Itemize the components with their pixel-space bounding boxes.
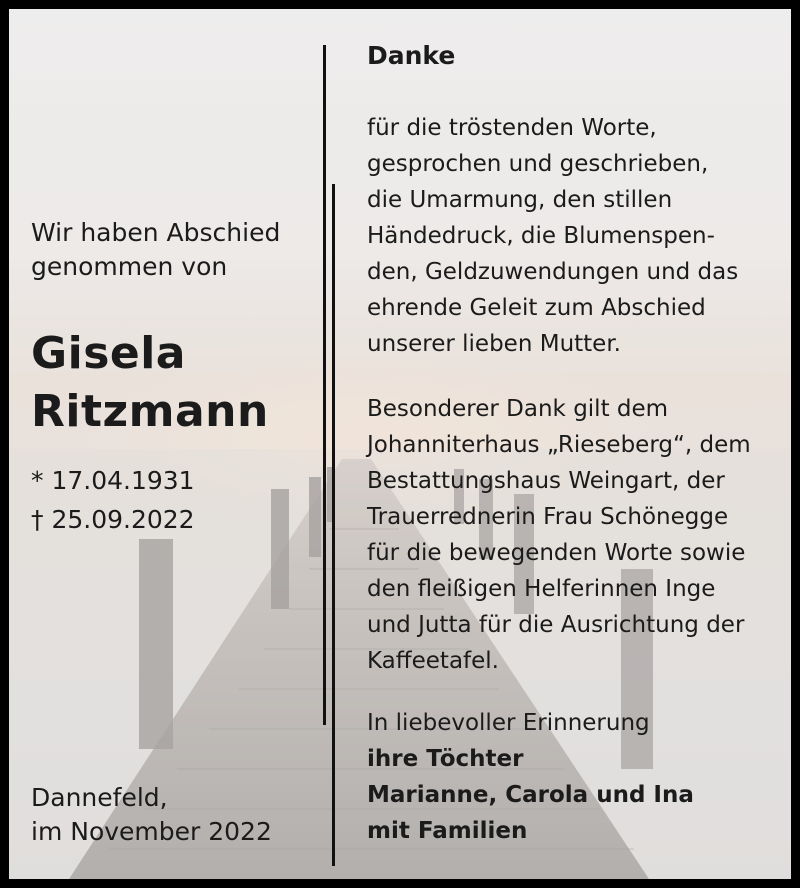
para2-line: den fleißigen Helferinnen Inge xyxy=(367,576,716,602)
closing-line: In liebevoller Erinnerung xyxy=(367,710,650,736)
para1-line: für die tröstenden Worte, xyxy=(367,115,657,141)
thanks-paragraph-2 xyxy=(367,391,751,679)
para2-line: Johanniterhaus „Rieseberg“, dem xyxy=(367,432,751,458)
first-name: Gisela xyxy=(31,328,187,379)
life-dates xyxy=(31,461,195,539)
thanks-paragraph-1 xyxy=(367,110,738,362)
para2-line: und Jutta für die Ausrichtung der xyxy=(367,612,745,638)
divider-line-main xyxy=(323,45,326,725)
para1-line: die Umarmung, den stillen xyxy=(367,187,673,213)
intro-line-2: genommen von xyxy=(31,252,228,281)
last-name: Ritzmann xyxy=(31,386,269,437)
closing-block xyxy=(367,705,694,849)
signature-line: Marianne, Carola und Ina xyxy=(367,782,694,808)
para2-line: Kaffeetafel. xyxy=(367,648,499,674)
para1-line: gesprochen und geschrieben, xyxy=(367,151,709,177)
place-date xyxy=(31,781,272,849)
intro-line-1: Wir haben Abschied xyxy=(31,218,281,247)
intro-text xyxy=(31,216,280,284)
para1-line: unserer lieben Mutter. xyxy=(367,331,621,357)
thanks-heading: Danke xyxy=(367,41,456,70)
para1-line: den, Geldzuwendungen und das xyxy=(367,259,739,285)
date: im November 2022 xyxy=(31,817,272,846)
divider-line-secondary xyxy=(332,184,335,866)
obituary-card xyxy=(9,9,791,879)
para2-line: für die bewegenden Worte sowie xyxy=(367,540,746,566)
signature-line: mit Familien xyxy=(367,818,528,844)
place: Dannefeld, xyxy=(31,783,168,812)
birth-date: * 17.04.1931 xyxy=(31,466,195,495)
para2-line: Bestattungshaus Weingart, der xyxy=(367,468,725,494)
death-date: † 25.09.2022 xyxy=(31,505,195,534)
para2-line: Besonderer Dank gilt dem xyxy=(367,396,669,422)
deceased-name xyxy=(31,325,269,441)
para2-line: Trauerrednerin Frau Schönegge xyxy=(367,504,729,530)
para1-line: ehrende Geleit zum Abschied xyxy=(367,295,706,321)
para1-line: Händedruck, die Blumenspen- xyxy=(367,223,715,249)
signature-line: ihre Töchter xyxy=(367,746,524,772)
